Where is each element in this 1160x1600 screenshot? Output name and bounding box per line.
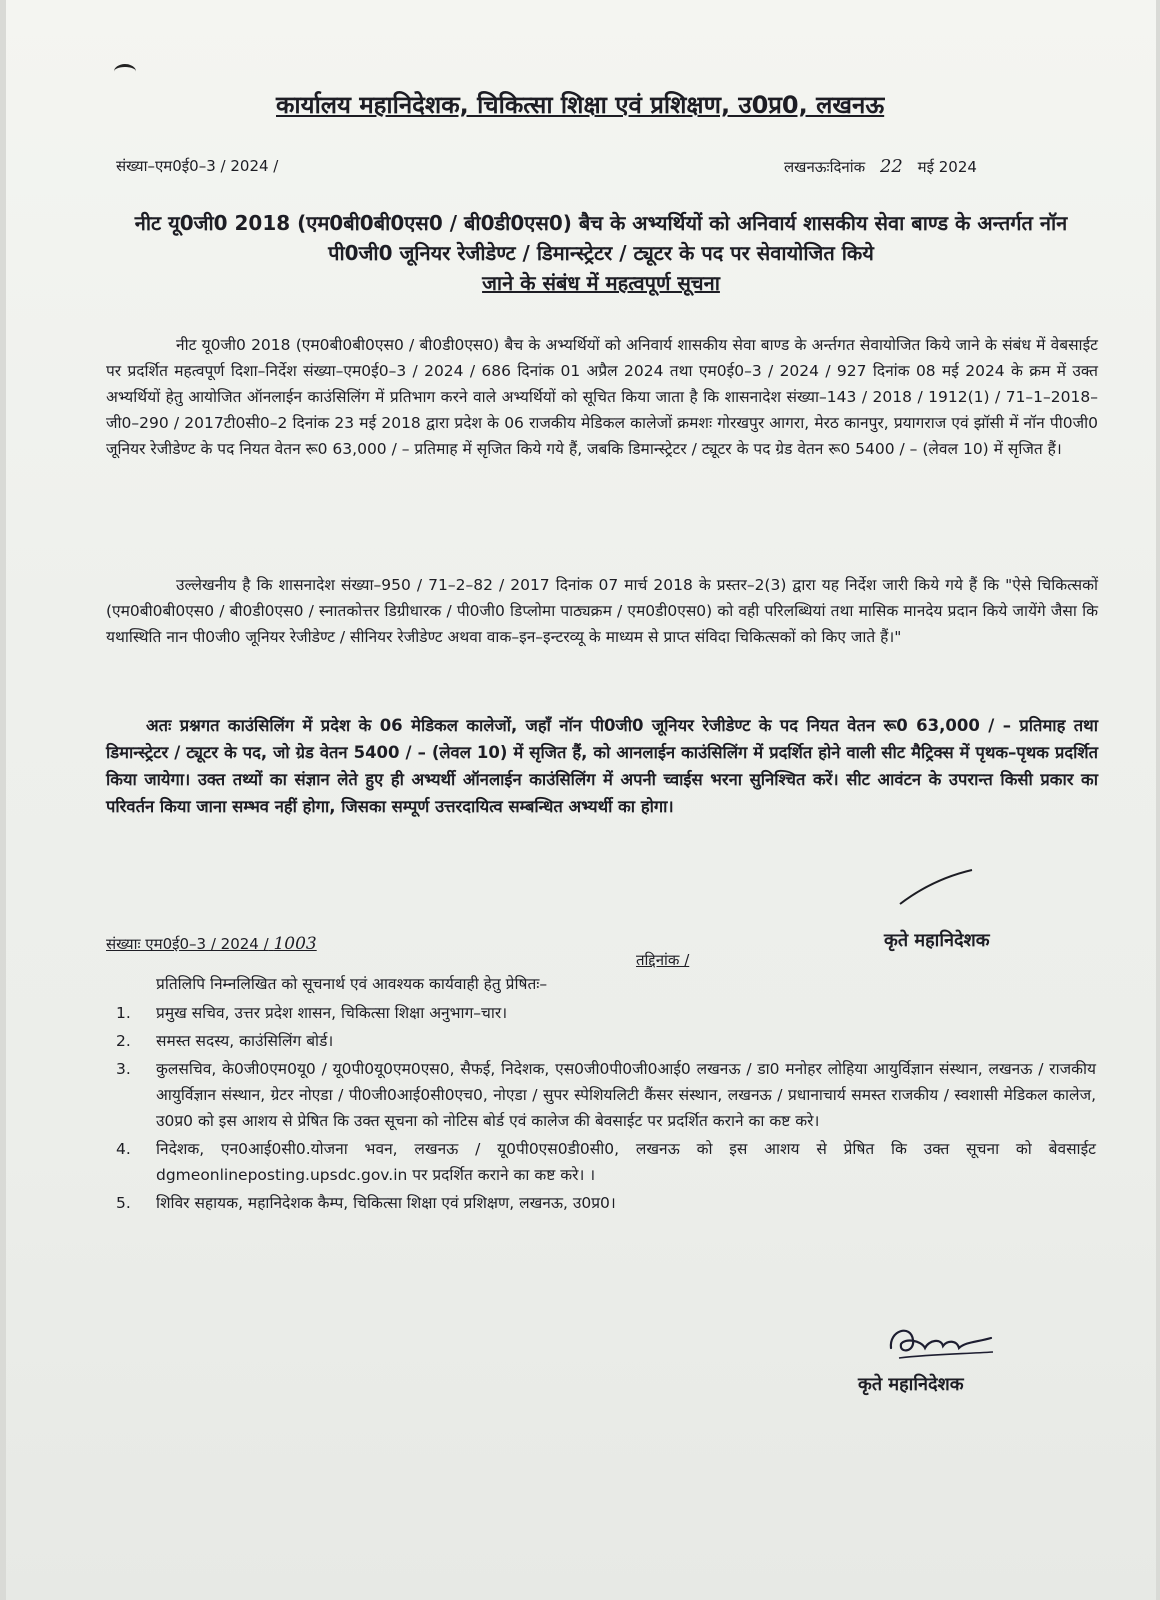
list-item — [116, 1028, 1096, 1054]
punch-mark — [114, 64, 136, 79]
paragraph-1: नीट यू0जी0 2018 (एम0बी0बी0एस0 / बी0डी0एस0) बैच के अभ्यर्थियों को अनिवार्य शासकीय सेवा बाण्ड के अर्न्तगत सेवायोजित किये जाने के संबंध में वेबसाईट पर प्रदर्शित महत्वपूर्ण दिशा–निर्देश संख्या–एम0ई0–3 / 2024 / 686 दिनांक 01 अप्रैल 2024 तथा एम0ई0–3 / 2024 / 927 दिनांक 08 मई 2024 के क्रम में उक्त अभ्यर्थियों हेतु आयोजित ऑनलाईन काउंसिलिंग में प्रतिभाग करने वाले अभ्यर्थियों को सूचित किया जाता है कि शासनादेश संख्या–143 / 2018 / 1912(1) / 71–1–2018–जी0–290 / 2017टी0सी0–2 दिनांक 23 मई 2018 द्वारा प्रदेश के 06 राजकीय मेडिकल कालेजों क्रमशः गोरखपुर आगरा, मेरठ कानपुर, प्रयागराज एवं झॉसी में नॉन पी0जी0 जूनियर रेजीडेण्ट के पद नियत वेतन रू0 63,000 / – प्रतिमाह में सृजित किये गये हैं, जबकि डिमान्स्ट्रेटर / ट्यूटर के पद ग्रेड वेतन रू0 5400 / – (लेवल 10) में सृजित हैं। — [106, 336, 1098, 458]
list-item-text: प्रमुख सचिव, उत्तर प्रदेश शासन, चिकित्सा शिक्षा अनुभाग–चार। — [156, 1004, 508, 1022]
notice-title — [106, 208, 1096, 298]
signatory-label-bottom: कृते महानिदेशक — [858, 1374, 964, 1395]
signatory-label: कृते महानिदेशक — [884, 930, 990, 951]
paragraph-2: उल्लेखनीय है कि शासनादेश संख्या–950 / 71–2–82 / 2017 दिनांक 07 मार्च 2018 के प्रस्तर–2(3) द्वारा यह निर्देश जारी किये गये हैं कि "ऐसे चिकित्सकों (एम0बी0बी0एस0 / बी0डी0एस0 / स्नातकोत्तर डिग्रीधारक / पी0जी0 डिप्लोमा पाठ्यक्रम / एम0डी0एस0) को वही परिलब्धियां तथा मासिक मानदेय प्रदान किये जायेंगे जैसा कि यथास्थिति नान पी0जी0 जूनियर रेजीडेण्ट / सीनियर रेजीडेण्ट अथवा वाक–इन–इन्टरव्यू के माध्यम से प्राप्त संविदा चिकित्सकों को किए जाते हैं।" — [106, 576, 1098, 646]
date-month-year: मई 2024 — [917, 158, 977, 176]
same-date: तद्दिनांक / — [636, 951, 690, 969]
copy-reference-number — [106, 934, 317, 954]
list-item-number: 1. — [116, 1004, 131, 1022]
list-item-text: निदेशक, एन0आई0सी0.योजना भवन, लखनऊ / यू0पी0एस0डी0सी0, लखनऊ को इस आशय से प्रेषित कि उक्त सूचना को बेवसाईट dgmeonlineposting.upsdc.gov.in पर प्रदर्शित कराने का कष्ट करे। । — [156, 1140, 1096, 1184]
list-item-number: 5. — [116, 1194, 131, 1212]
list-item — [116, 1056, 1096, 1134]
copy-intro: प्रतिलिपि निम्नलिखित को सूचनार्थ एवं आवश्यक कार्यवाही हेतु प्रेषितः– — [156, 975, 548, 993]
paragraph-3-bold: अतः प्रश्नगत काउंसिलिंग में प्रदेश के 06 मेडिकल कालेजों, जहाँ नॉन पी0जी0 जूनियर रेजीडेण्ट के पद नियत वेतन रू0 63,000 / – प्रतिमाह तथा डिमान्स्ट्रेटर / ट्यूटर के पद, जो ग्रेड वेतन 5400 / – (लेवल 10) में सृजित हैं, को आनलाईन काउंसिलिंग में प्रदर्शित होने वाली सीट मैट्रिक्स में पृथक–पृथक प्रदर्शित किया जायेगा। उक्त तथ्यों का संज्ञान लेते हुए ही अभ्यर्थी ऑनलाईन काउंसिलिंग में अपनी च्वाईस भरना सुनिश्चित करें। सीट आवंटन के उपरान्त किसी प्रकार का परिवर्तन किया जाना सम्भव नहीं होगा, जिसका सम्पूर्ण उत्तरदायित्व सम्बन्धित अभ्यर्थी का होगा। — [106, 716, 1098, 816]
copy-reference-label: संख्याः एम0ई0–3 / 2024 / — [106, 935, 269, 953]
signature-stroke — [896, 868, 976, 908]
list-item-number: 4. — [116, 1140, 131, 1158]
list-item — [116, 1000, 1096, 1026]
list-item-text: कुलसचिव, के0जी0एम0यू0 / यू0पी0यू0एम0एस0, सैफई, निदेशक, एस0जी0पी0जी0आई0 लखनऊ / डा0 मनोहर लोहिया आयुर्विज्ञान संस्थान, लखनऊ / राजकीय आयुर्विज्ञान संस्थान, ग्रेटर नोएडा / पी0जी0आई0सी0एच0, नोएडा / सुपर स्पेशियलिटी कैंसर संस्थान, लखनऊ / प्रधानाचार्य समस्त राजकीय / स्वशासी मेडिकल कालेज, उ0प्र0 को इस आशय से प्रेषित कि उक्त सूचना को नोटिस बोर्ड एवं कालेज की बेवसाईट पर प्रदर्शित कराने का कष्ट करे। — [156, 1060, 1096, 1130]
notice-title-underlined: जाने के संबंध में महत्वपूर्ण सूचना — [482, 271, 720, 295]
copy-recipient-list — [116, 1000, 1096, 1218]
document-page — [6, 0, 1156, 1600]
list-item-number: 3. — [116, 1060, 131, 1078]
list-item-text: शिविर सहायक, महानिदेशक कैम्प, चिकित्सा शिक्षा एवं प्रशिक्षण, लखनऊ, उ0प्र0। — [156, 1194, 616, 1212]
list-item — [116, 1136, 1096, 1188]
list-item-text: समस्त सदस्य, काउंसिलिंग बोर्ड। — [156, 1032, 334, 1050]
handwritten-date-day: 22 — [879, 156, 903, 177]
reference-number: संख्या–एम0ई0–3 / 2024 / — [116, 157, 279, 175]
list-item — [116, 1190, 1096, 1216]
handwritten-dispatch-number: 1003 — [273, 934, 317, 954]
place-date — [784, 156, 977, 177]
handwritten-signature — [881, 1318, 1001, 1366]
list-item-number: 2. — [116, 1032, 131, 1050]
place-date-label: लखनऊःदिनांक — [784, 158, 866, 176]
notice-title-main: नीट यू0जी0 2018 (एम0बी0बी0एस0 / बी0डी0एस0) बैच के अभ्यर्थियों को अनिवार्य शासकीय सेवा बाण्ड के अन्तर्गत नॉन पी0जी0 जूनियर रेजीडेण्ट / डिमान्स्ट्रेटर / ट्यूटर के पद पर सेवायोजित किये — [134, 211, 1068, 265]
office-heading: कार्यालय महानिदेशक, चिकित्सा शिक्षा एवं प्रशिक्षण, उ0प्र0, लखनऊ — [276, 91, 885, 119]
